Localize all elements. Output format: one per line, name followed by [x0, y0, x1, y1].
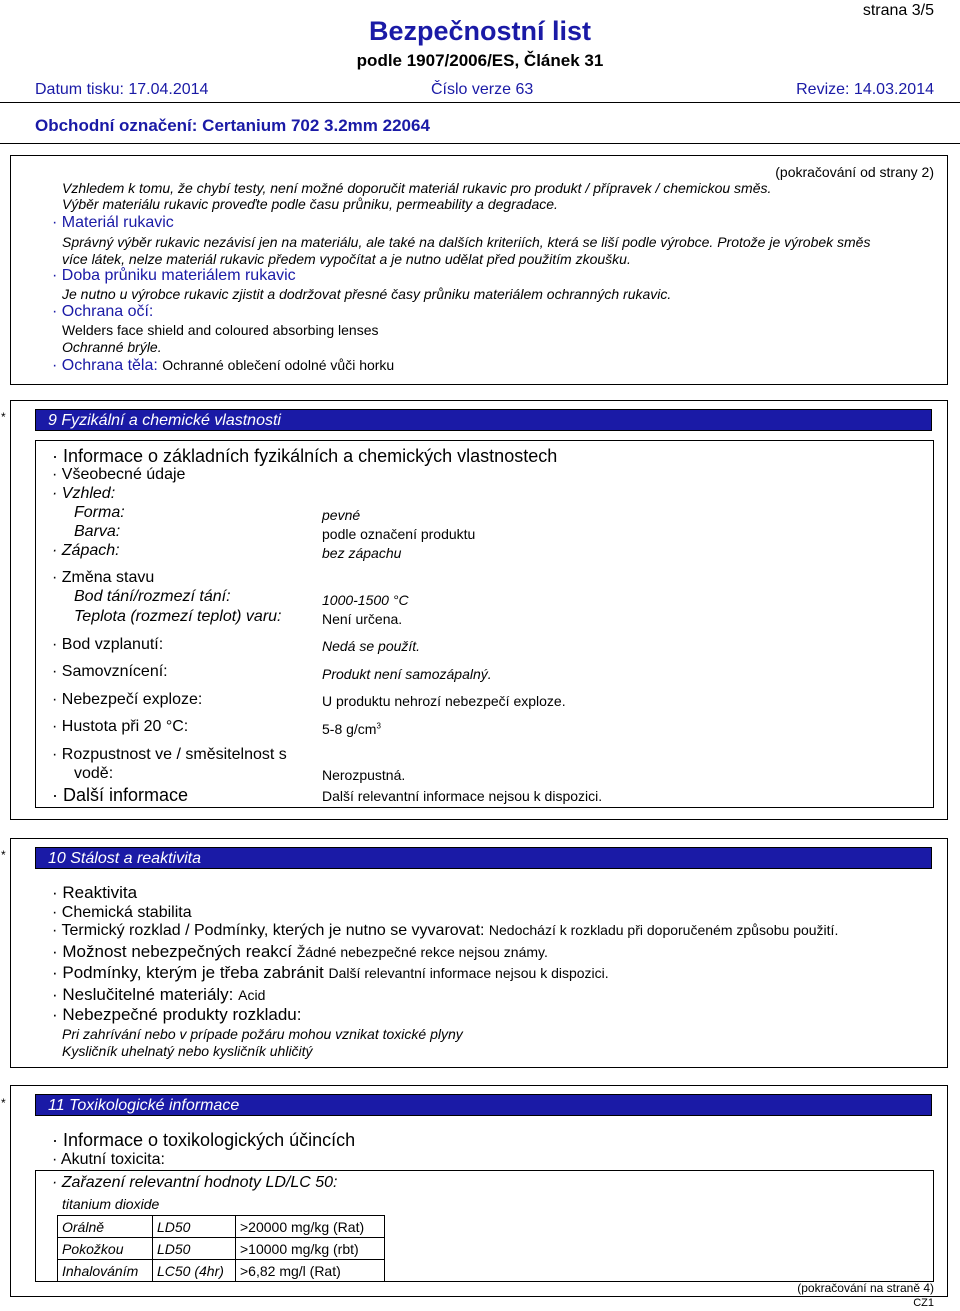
- print-date: Datum tisku: 17.04.2014: [35, 81, 209, 98]
- decomposition-products-text-2: Kysličník uhelnatý nebo kysličník uhličitý: [62, 1043, 313, 1059]
- odor-value: bez zápachu: [322, 545, 402, 561]
- density-label: · Hustota při 20 °C:: [52, 718, 189, 735]
- thermal-decomposition: [52, 922, 838, 940]
- other-info-value: Další relevantní informace nejsou k dispozici.: [322, 788, 603, 804]
- toxicity-row: [58, 1260, 385, 1282]
- eye-protection-text-2: Ochranné brýle.: [62, 339, 162, 355]
- state-change-label: · Změna stavu: [52, 569, 155, 586]
- section-9-change-marker: *: [1, 410, 6, 424]
- boiling-point-value: Není určena.: [322, 611, 403, 627]
- toxicity-value: >6,82 mg/l (Rat): [236, 1260, 385, 1282]
- toxicity-type: LD50: [153, 1216, 236, 1238]
- explosion-label: · Nebezpečí exploze:: [52, 691, 203, 708]
- conditions-to-avoid: [52, 963, 609, 983]
- page-number: strana 3/5: [862, 2, 934, 19]
- toxicity-route: Orálně: [58, 1216, 153, 1238]
- toxicity-value: >20000 mg/kg (Rat): [236, 1216, 385, 1238]
- solubility-value: Nerozpustná.: [322, 767, 406, 783]
- body-protection-text: Ochranné oblečení odolné vůči horku: [162, 357, 395, 373]
- glove-material-text-2: více látek, nelze materiál rukavic předem vypočítat a je nutno udělat před použitím zkoušku.: [62, 251, 631, 267]
- document-title: Bezpečnostní list: [368, 16, 592, 46]
- penetration-label: · Doba průniku materiálem rukavic: [52, 267, 296, 284]
- gloves-note-1: Vzhledem k tomu, že chybí testy, není možné doporučit materiál rukavic pro produkt / přípravek / chemickou směs.: [62, 180, 772, 196]
- decomposition-products-label: · Nebezpečné produkty rozkladu:: [52, 1005, 302, 1024]
- solubility-label-1: · Rozpustnost ve / směsitelnost s: [52, 746, 287, 763]
- form-label: Forma:: [74, 504, 125, 521]
- decomposition-products-text-1: Pri zahrívání nebo v prípade požáru mohou vznikat toxické plyny: [62, 1026, 463, 1042]
- toxicity-type: LD50: [153, 1238, 236, 1260]
- density-value-text: 5-8 g/cm: [322, 721, 377, 737]
- incompatible-materials: [52, 985, 265, 1005]
- eye-protection-label: · Ochrana očí:: [52, 303, 154, 320]
- eye-protection-text-1: Welders face shield and coloured absorbing lenses: [62, 322, 379, 338]
- toxicity-row: [58, 1238, 385, 1260]
- melting-point-value: 1000-1500 °C: [322, 592, 409, 608]
- penetration-text: Je nutno u výrobce rukavic zjistit a dodržovat přesné časy průniku materiálem ochranných rukavic.: [62, 286, 672, 302]
- color-value: podle označení produktu: [322, 526, 476, 542]
- solubility-label-2: vodě:: [74, 765, 114, 782]
- continued-to: (pokračování na straně 4): [797, 1281, 934, 1295]
- body-protection: [52, 357, 394, 375]
- odor-label: · Zápach:: [52, 542, 120, 559]
- toxicity-route: Pokožkou: [58, 1238, 153, 1260]
- color-label: Barva:: [74, 523, 121, 540]
- toxicity-route: Inhalováním: [58, 1260, 153, 1282]
- toxicity-row: [58, 1216, 385, 1238]
- continued-from: (pokračování od strany 2): [775, 164, 934, 180]
- other-info-label: · Další informace: [52, 785, 189, 805]
- flash-point-label: · Bod vzplanutí:: [52, 636, 164, 653]
- hazardous-reactions-value: Žádné nebezpečné rekce nejsou známy.: [296, 944, 548, 960]
- header-rule-2: [0, 143, 960, 144]
- conditions-to-avoid-value: Další relevantní informace nejsou k dispozici.: [328, 965, 609, 981]
- ldlc-label: · Zařazení relevantní hodnoty LD/LC 50:: [52, 1174, 338, 1191]
- section-10-change-marker: *: [1, 848, 6, 862]
- boiling-point-label: Teplota (rozmezí teplot) varu:: [74, 608, 282, 625]
- physchem-info-title: · Informace o základních fyzikálních a chemických vlastnostech: [52, 446, 558, 466]
- self-ignition-value: Produkt není samozápalný.: [322, 666, 492, 682]
- appearance-label: · Vzhled:: [52, 485, 116, 502]
- revision-date: Revize: 14.03.2014: [796, 81, 934, 98]
- substance-name: titanium dioxide: [62, 1196, 160, 1212]
- section-11-change-marker: *: [1, 1096, 6, 1110]
- self-ignition-label: · Samovznícení:: [52, 663, 168, 680]
- toxicity-value: >10000 mg/kg (rbt): [236, 1238, 385, 1260]
- form-value: pevné: [322, 507, 361, 523]
- thermal-decomposition-label: · Termický rozklad / Podmínky, kterých je nutno se vyvarovat:: [52, 922, 485, 939]
- body-protection-label: · Ochrana těla:: [52, 357, 158, 374]
- hazardous-reactions-label: · Možnost nebezpečných reakcí: [52, 942, 293, 961]
- glove-material-text-1: Správný výběr rukavic nezávisí jen na materiálu, ale také na dalších kriteriích, která se liší podle výrobce. Protože je výrobek směs: [62, 234, 871, 250]
- gloves-note-2: Výběr materiálu rukavic proveďte podle času průniku, permeability a degradace.: [62, 196, 558, 212]
- flash-point-value: Nedá se použít.: [322, 638, 421, 654]
- general-info-label: · Všeobecné údaje: [52, 466, 186, 483]
- toxicity-type: LC50 (4hr): [153, 1260, 236, 1282]
- section-11-heading: 11 Toxikologické informace: [35, 1094, 932, 1116]
- incompatible-materials-value: Acid: [238, 987, 266, 1003]
- explosion-value: U produktu nehrozí nebezpečí exploze.: [322, 693, 566, 709]
- reactivity-label: · Reaktivita: [52, 883, 138, 902]
- chemical-stability-label: · Chemická stabilita: [52, 904, 192, 921]
- density-unit-superscript: 3: [376, 721, 381, 731]
- document-code: CZ1: [913, 1297, 934, 1309]
- document-subtitle: podle 1907/2006/ES, Článek 31: [356, 51, 604, 70]
- section-10-heading: 10 Stálost a reaktivita: [35, 847, 932, 869]
- conditions-to-avoid-label: · Podmínky, kterým je třeba zabránit: [52, 963, 324, 982]
- hazardous-reactions: [52, 942, 548, 962]
- incompatible-materials-label: · Neslučitelné materiály:: [52, 985, 234, 1004]
- trade-name: Obchodní označení: Certanium 702 3.2mm 22064: [35, 116, 430, 135]
- glove-material-label: · Materiál rukavic: [52, 214, 174, 231]
- thermal-decomposition-value: Nedochází k rozkladu při doporučeném způsobu použití.: [488, 922, 839, 938]
- density-value: [322, 721, 381, 737]
- acute-toxicity-label: · Akutní toxicita:: [52, 1151, 165, 1168]
- toxicology-info-title: · Informace o toxikologických účincích: [52, 1130, 356, 1150]
- version-number: Číslo verze 63: [431, 81, 534, 98]
- section-9-heading: 9 Fyzikální a chemické vlastnosti: [35, 409, 932, 431]
- toxicity-table: [57, 1215, 385, 1282]
- melting-point-label: Bod tání/rozmezí tání:: [74, 588, 231, 605]
- header-rule: [0, 102, 960, 103]
